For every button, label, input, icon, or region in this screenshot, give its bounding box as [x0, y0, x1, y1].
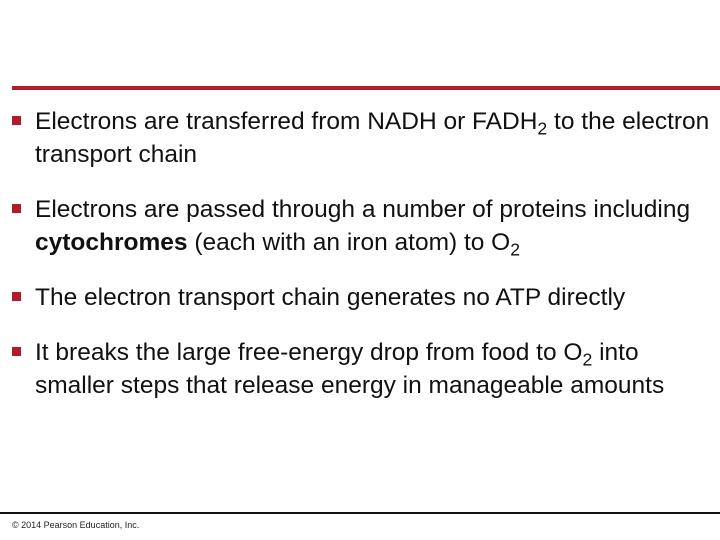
bullet-item	[12, 193, 712, 259]
text-segment: (each with an iron atom) to O	[187, 229, 511, 256]
square-bullet-icon	[12, 116, 21, 125]
text-segment: It breaks the large free-energy drop from food to O	[35, 339, 583, 366]
text-segment: Electrons are passed through a number of proteins including	[35, 196, 691, 223]
bold-term: cytochromes	[35, 229, 188, 256]
bullet-text	[35, 196, 691, 260]
bullet-text	[35, 339, 664, 399]
bullet-text	[35, 284, 625, 311]
text-segment: into smaller steps that release energy in manageable amounts	[35, 339, 665, 399]
copyright-text: © 2014 Pearson Education, Inc.	[12, 520, 140, 530]
bullet-item	[12, 336, 712, 402]
text-segment: The electron transport chain generates no ATP directly	[35, 284, 626, 311]
square-bullet-icon	[12, 347, 21, 356]
footer-rule	[0, 512, 720, 514]
top-accent-rule	[12, 86, 720, 90]
bullet-item	[12, 105, 712, 171]
subscript-text: 2	[582, 349, 593, 370]
bullet-item	[12, 281, 712, 314]
bullet-text	[35, 108, 709, 168]
square-bullet-icon	[12, 204, 21, 213]
square-bullet-icon	[12, 292, 21, 301]
text-segment: Electrons are transferred from NADH or FADH	[35, 108, 538, 135]
subscript-text: 2	[510, 239, 521, 260]
subscript-text: 2	[537, 118, 548, 139]
text-segment: to the electron transport chain	[35, 108, 710, 168]
bullet-list	[12, 105, 712, 424]
